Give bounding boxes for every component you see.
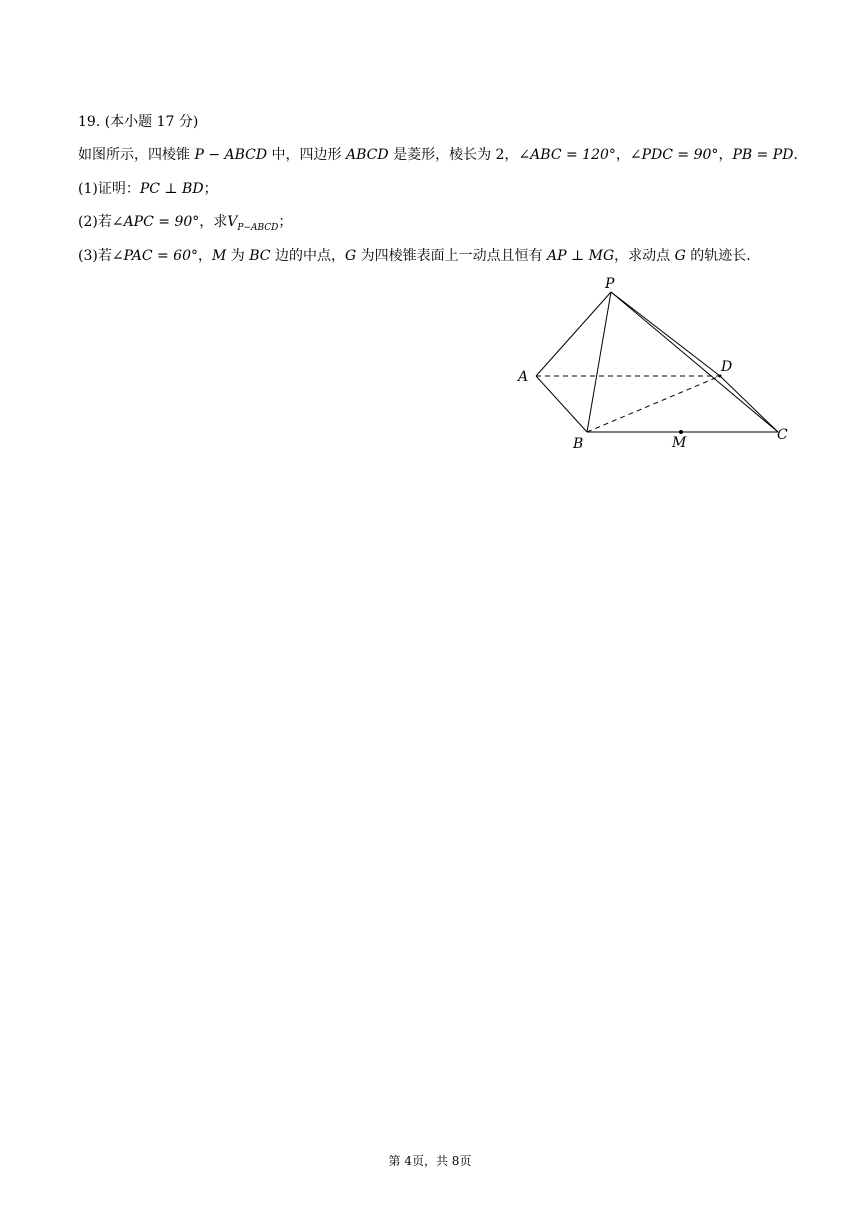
intro-math-angle-pdc: ∠PDC = 90° [629,147,719,163]
intro-text-4: ， [615,147,630,163]
intro-math-pb-pd: PB = PD [732,147,794,163]
label-P: P [605,276,615,292]
question-3 [78,247,751,265]
q2-math-volume-subscript: P−ABCD [237,223,279,233]
q3-text-3: 为 [226,248,250,264]
point-M [679,430,683,434]
q1-text-1: (1)证明： [78,181,140,197]
q2-text-2: ，求 [199,214,228,230]
edge-AB [536,376,587,432]
problem-header: 19. (本小题 17 分) [78,114,199,130]
pyramid-figure [510,272,800,458]
edge-PD [611,292,720,376]
question-1 [78,180,218,198]
intro-text-1: 如图所示，四棱锥 [78,147,195,163]
q3-math-ap-mg: AP ⊥ MG [547,248,615,264]
q3-math-bc: BC [249,248,271,264]
q2-math-angle: ∠APC = 90° [111,214,200,230]
q3-math-g: G [344,248,357,264]
q3-text-2: ， [197,248,212,264]
q3-text-6: ，求动点 [614,248,675,264]
q3-math-g2: G [674,248,686,264]
label-A: A [518,369,529,385]
q2-math-volume: V [227,214,238,230]
intro-math-angle-abc: ∠ABC = 120° [518,147,616,163]
intro-text-6: . [793,147,798,163]
intro-text-2: 中，四边形 [267,147,347,163]
intro-text-3: 是菱形，棱长为 2， [388,147,519,163]
intro-math-base: ABCD [346,147,389,163]
q3-text-4: 边的中点， [270,248,345,264]
label-M: M [672,435,687,451]
q1-text-2: ； [203,181,218,197]
q3-math-angle: ∠PAC = 60° [111,248,198,264]
q3-text-1: (3)若 [78,248,112,264]
edge-PA [536,292,611,376]
label-C: C [777,427,788,443]
q3-text-5: 为四棱锥表面上一动点且恒有 [356,248,548,264]
edge-BD [587,376,720,432]
intro-math-pyramid: P − ABCD [194,147,268,163]
q1-math: PC ⊥ BD [139,181,204,197]
edge-PC [611,292,778,432]
label-D: D [721,359,733,375]
edge-PB [587,292,611,432]
page-footer: 第 4页，共 8页 [388,1154,472,1168]
q3-math-m: M [211,248,227,264]
q2-text-1: (2)若 [78,214,112,230]
problem-intro [78,146,798,164]
q2-text-3: ； [278,214,293,230]
edge-DC [720,376,778,432]
question-2 [78,213,292,237]
label-B: B [573,436,584,452]
q3-text-7: 的轨迹长. [685,248,751,264]
intro-text-5: ， [718,147,733,163]
